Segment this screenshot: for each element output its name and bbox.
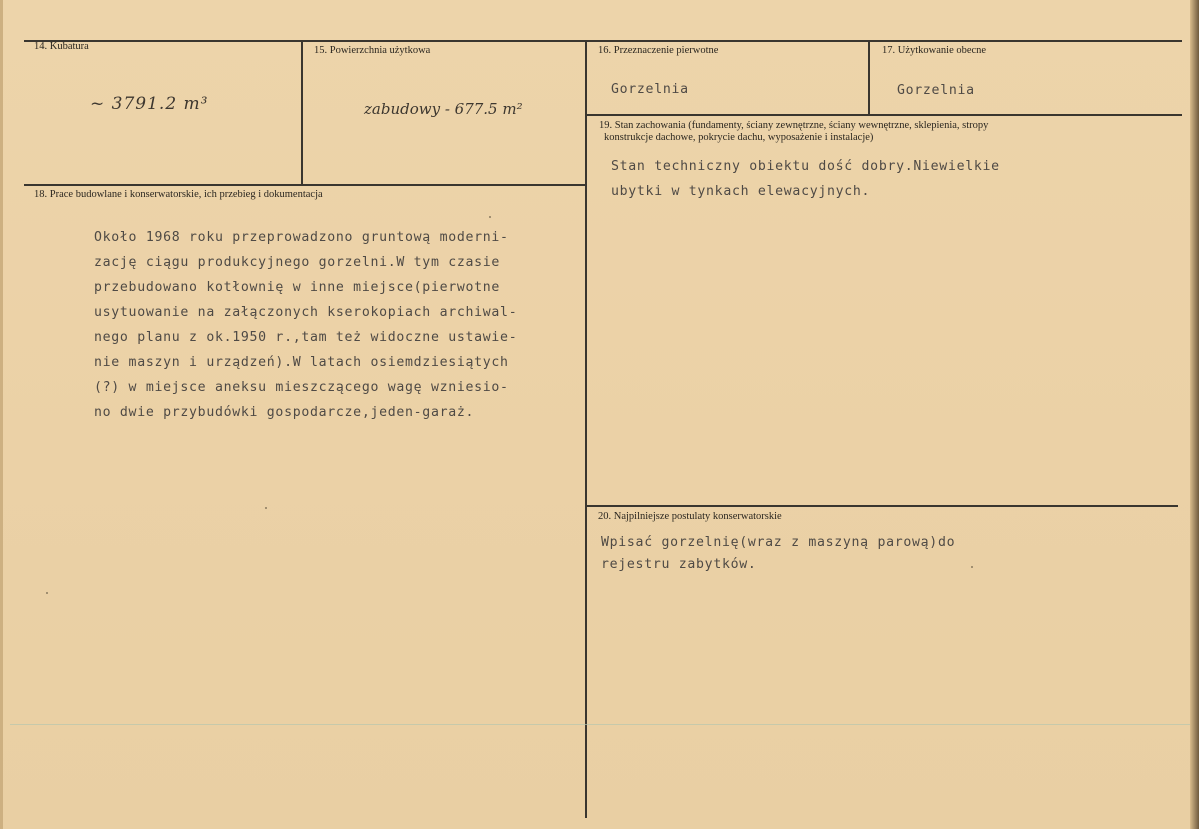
divider-16-17 — [868, 40, 870, 115]
divider-14-15 — [301, 40, 303, 184]
field-19-text-line-1: Stan techniczny obiektu dość dobry.Niewielkie — [611, 159, 1000, 174]
field-16-value: Gorzelnia — [611, 82, 689, 97]
field-14-value: ~ 3791.2 m³ — [90, 94, 209, 114]
field-18-text-line: (?) w miejsce aneksu mieszczącego wagę wzniesio- — [94, 380, 509, 395]
field-18-label: 18. Prace budowlane i konserwatorskie, ich przebieg i dokumentacja — [34, 189, 323, 200]
faint-printed-line — [10, 724, 1190, 725]
rule-under-14-15 — [24, 184, 587, 186]
field-18-text-line: no dwie przybudówki gospodarcze,jeden-garaż. — [94, 405, 475, 420]
field-15-label: 15. Powierzchnia użytkowa — [314, 45, 431, 56]
top-rule — [24, 40, 1182, 42]
rule-under-16-17 — [587, 114, 1182, 116]
paper-speck — [265, 507, 267, 509]
rule-above-20 — [587, 505, 1178, 507]
field-17-label: 17. Użytkowanie obecne — [882, 45, 987, 56]
field-18-text-line: przebudowano kotłownię w inne miejsce(pierwotne — [94, 280, 501, 295]
paper-speck — [489, 216, 491, 218]
field-18-text-line: zację ciągu produkcyjnego gorzelni.W tym czasie — [94, 255, 501, 270]
field-19-text-line-2: ubytki w tynkach elewacyjnych. — [611, 184, 871, 199]
field-14-label: 14. Kubatura — [34, 41, 89, 52]
field-18-text-line: nego planu z ok.1950 r.,tam też widoczne ustawie- — [94, 330, 518, 345]
field-18-text-line: nie maszyn i urządzeń).W latach osiemdziesiątych — [94, 355, 509, 370]
field-19-label-line-1: 19. Stan zachowania (fundamenty, ściany zewnętrzne, ściany wewnętrzne, sklepienia, stropy — [599, 120, 989, 131]
field-16-label: 16. Przeznaczenie pierwotne — [598, 45, 719, 56]
field-20-label: 20. Najpilniejsze postulaty konserwatorskie — [598, 511, 782, 522]
paper-speck — [46, 592, 48, 594]
field-18-text-line: Około 1968 roku przeprowadzono gruntową moderni- — [94, 230, 509, 245]
field-20-text-line-2: rejestru zabytków. — [601, 557, 757, 572]
field-18-text-line: usytuowanie na załączonych kserokopiach archiwal- — [94, 305, 518, 320]
field-19-label-line-2: konstrukcje dachowe, pokrycie dachu, wyposażenie i instalacje) — [604, 132, 874, 143]
field-15-value: zabudowy - 677.5 m² — [364, 100, 523, 118]
card-left-edge — [0, 0, 3, 829]
paper-speck — [971, 566, 973, 568]
field-17-value: Gorzelnia — [897, 83, 975, 98]
card-right-edge — [1190, 0, 1199, 829]
field-20-text-line-1: Wpisać gorzelnię(wraz z maszyną parową)do — [601, 535, 956, 550]
divider-15-16 — [585, 40, 587, 818]
